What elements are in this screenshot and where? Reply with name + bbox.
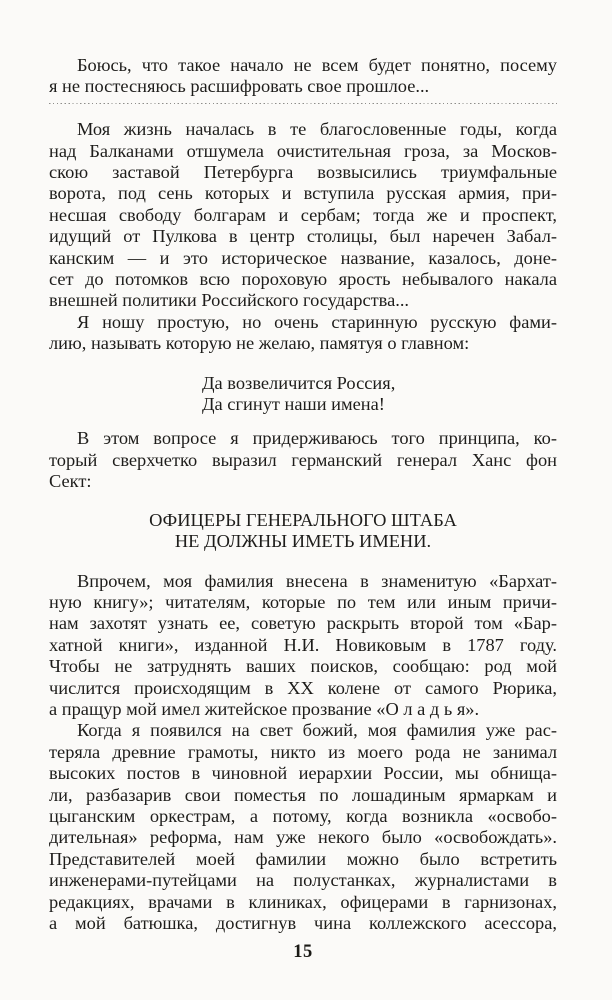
text-line: Впрочем, моя фамилия внесена в знаменитую «Бархат-	[77, 570, 557, 591]
paragraph-family-history	[49, 720, 557, 934]
quote-general-staff	[49, 510, 557, 553]
text-line: Представителей моей фамилии можно было встретить	[49, 848, 557, 869]
text-line: Моя жизнь началась в те благословенные годы, когда	[77, 119, 557, 140]
text-line: Когда я появился на свет божий, моя фамилия уже рас-	[77, 720, 557, 741]
text-line: Да сгинут наши имена!	[202, 394, 385, 415]
text-line: торый сверхчетко выразил германский генерал Ханс фон	[49, 449, 557, 470]
text-line: редакциях, врачами в клиниках, офицерами в гарнизонах,	[49, 891, 557, 912]
text-line: а пращур мой имел житейское прозвание «О л а д ь я».	[49, 698, 480, 719]
text-line: Я ношу простую, но очень старинную русскую фами-	[77, 311, 557, 332]
text-line: над Балканами отшумела очистительная гроза, за Москов-	[49, 140, 557, 161]
paragraph-surname	[49, 312, 557, 355]
dotted-rule	[49, 103, 557, 105]
dotted-separator	[49, 98, 557, 119]
paragraph-principle	[49, 428, 557, 492]
text-line: инженерами-путейцами на полустанках, журналистами в	[49, 870, 557, 891]
text-line: идущий от Пулкова в центр столицы, был наречен Забал-	[49, 226, 557, 247]
text-line: ворота, под сень которых и вступила русская армия, при-	[49, 183, 557, 204]
paragraph-intro	[49, 55, 557, 98]
page-number: 15	[293, 942, 313, 963]
text-line: ОФИЦЕРЫ ГЕНЕРАЛЬНОГО ШТАБА	[149, 509, 457, 530]
text-line: Чтобы не затруднять ваших поисков, сообщаю: род мой	[49, 656, 557, 677]
text-line: дительная» реформа, нам уже некого было «освобождать».	[49, 827, 557, 848]
text-line: Да возвеличится Россия,	[202, 372, 396, 393]
text-line: теряла древние грамоты, никто из моего рода не занимал	[49, 741, 557, 762]
text-line: числится происходящим в XX колене от самого Рюрика,	[49, 677, 557, 698]
text-line: высоких постов в чиновной иерархии России, мы обнища-	[49, 763, 557, 784]
text-line: В этом вопросе я придерживаюсь того принципа, ко-	[77, 428, 557, 449]
text-line: несшая свободу болгарам и сербам; тогда же и проспект,	[49, 204, 557, 225]
text-line: Сект:	[49, 471, 92, 492]
text-line: лию, называть которую не желаю, памятуя о главном:	[49, 333, 470, 354]
text-line: скою заставой Петербурга возвысились триумфальные	[49, 162, 557, 183]
paragraph-life-began	[49, 119, 557, 312]
text-line: внешней политики Российского государства...	[49, 290, 410, 311]
verse-epigraph	[202, 373, 557, 416]
text-line: ную книгу»; читателям, которые по тем или иным причи-	[49, 591, 557, 612]
text-line: Боюсь, что такое начало не всем будет понятно, посему	[77, 55, 557, 75]
text-line: ли, разбазарив свои поместья по лошадиным ярмаркам и	[49, 784, 557, 805]
page-content	[49, 55, 557, 934]
text-line: канским — и это историческое название, казалось, доне-	[49, 247, 557, 268]
text-line: НЕ ДОЛЖНЫ ИМЕТЬ ИМЕНИ.	[174, 531, 432, 552]
text-line: хатной книги», изданной Н.И. Новиковым в 1787 году.	[49, 634, 557, 655]
text-line: цыганским оркестрам, а потому, когда возникла «освобо-	[49, 805, 557, 826]
text-line: нам захотят узнать ее, советую раскрыть второй том «Бар-	[49, 613, 557, 634]
text-line: я не постесняюсь расшифровать свое прошлое...	[49, 76, 430, 97]
paragraph-velvet-book	[49, 571, 557, 721]
text-line: а мой батюшка, достигнув чина коллежского асессора,	[49, 913, 557, 934]
text-line: сет до потомков всю пороховую ярость небывалого накала	[49, 269, 557, 290]
